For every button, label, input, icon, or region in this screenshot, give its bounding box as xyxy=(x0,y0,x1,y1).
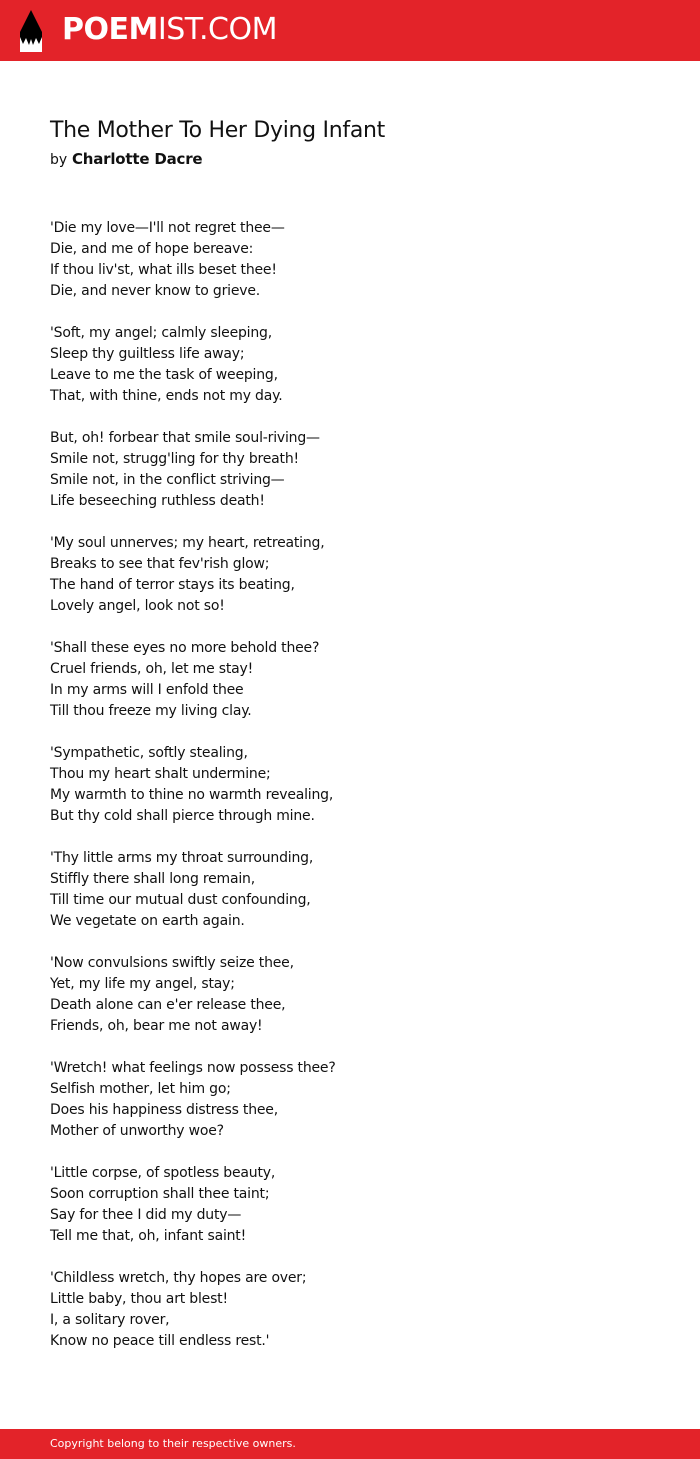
poem-line: Soon corruption shall thee taint; xyxy=(50,1186,270,1202)
poem-line: My warmth to thine no warmth revealing, xyxy=(50,787,334,803)
poem-line: Little baby, thou art blest! xyxy=(50,1291,228,1307)
poem-line: The hand of terror stays its beating, xyxy=(50,577,295,593)
poem-line: I, a solitary rover, xyxy=(50,1312,170,1328)
poem-line: 'Sympathetic, softly stealing, xyxy=(50,745,248,761)
poem-line: Yet, my life my angel, stay; xyxy=(50,976,235,992)
poem-line: Leave to me the task of weeping, xyxy=(50,367,278,383)
poem-byline xyxy=(50,148,202,171)
stanza xyxy=(50,218,650,323)
stanza xyxy=(50,323,650,428)
poem-line: Till thou freeze my living clay. xyxy=(50,703,252,719)
poem-line: Cruel friends, oh, let me stay! xyxy=(50,661,254,677)
stanza xyxy=(50,1163,650,1268)
poem-line: Sleep thy guiltless life away; xyxy=(50,346,245,362)
poem-line: In my arms will I enfold thee xyxy=(50,682,244,698)
poem-line: If thou liv'st, what ills beset thee! xyxy=(50,262,277,278)
poem-line: But thy cold shall pierce through mine. xyxy=(50,808,315,824)
stanza xyxy=(50,953,650,1058)
poem-line: Mother of unworthy woe? xyxy=(50,1123,224,1139)
poem-line: We vegetate on earth again. xyxy=(50,913,245,929)
byline-prefix: by xyxy=(50,152,68,168)
poem-line: Know no peace till endless rest.' xyxy=(50,1333,270,1349)
poem-title: The Mother To Her Dying Infant xyxy=(50,118,385,143)
poem-line: Lovely angel, look not so! xyxy=(50,598,225,614)
poem-line: Die, and me of hope bereave: xyxy=(50,241,254,257)
poem-line: Smile not, strugg'ling for thy breath! xyxy=(50,451,299,467)
poem-line: Life beseeching ruthless death! xyxy=(50,493,265,509)
poem-body xyxy=(50,218,650,1373)
poem-line: Thou my heart shalt undermine; xyxy=(50,766,271,782)
poem-author: Charlotte Dacre xyxy=(71,150,203,168)
stanza xyxy=(50,638,650,743)
poem-line: Die, and never know to grieve. xyxy=(50,283,261,299)
poem-line: Till time our mutual dust confounding, xyxy=(50,892,311,908)
site-footer xyxy=(0,1429,700,1459)
logo-light-text: IST.COM xyxy=(157,12,277,47)
poem-line: 'Soft, my angel; calmly sleeping, xyxy=(50,325,272,341)
poem-line: Stiffly there shall long remain, xyxy=(50,871,255,887)
poem-line: Breaks to see that fev'rish glow; xyxy=(50,556,270,572)
poem-line: Selfish mother, let him go; xyxy=(50,1081,231,1097)
stanza xyxy=(50,743,650,848)
poem-line: 'Wretch! what feelings now possess thee? xyxy=(50,1060,336,1076)
poem-line: Say for thee I did my duty— xyxy=(50,1207,242,1223)
poem-line: 'Now convulsions swiftly seize thee, xyxy=(50,955,294,971)
stanza xyxy=(50,428,650,533)
stanza xyxy=(50,1058,650,1163)
site-header xyxy=(0,0,700,61)
poem-line: 'Die my love—I'll not regret thee— xyxy=(50,220,285,236)
poem-line: 'Shall these eyes no more behold thee? xyxy=(50,640,320,656)
poem-line: Death alone can e'er release thee, xyxy=(50,997,286,1013)
stanza xyxy=(50,1268,650,1373)
poem-line: Tell me that, oh, infant saint! xyxy=(50,1228,247,1244)
copyright-notice: Copyright belong to their respective owners. xyxy=(50,1437,296,1450)
poem-line: 'Thy little arms my throat surrounding, xyxy=(50,850,314,866)
poem-line: Smile not, in the conflict striving— xyxy=(50,472,285,488)
stanza xyxy=(50,533,650,638)
stanza xyxy=(50,848,650,953)
poem-line: Friends, oh, bear me not away! xyxy=(50,1018,263,1034)
poem-line: But, oh! forbear that smile soul-riving— xyxy=(50,430,320,446)
poem-line: 'Little corpse, of spotless beauty, xyxy=(50,1165,276,1181)
poem-line: 'Childless wretch, thy hopes are over; xyxy=(50,1270,307,1286)
site-logo[interactable] xyxy=(62,12,277,48)
logo-bold-text: POEM xyxy=(62,12,158,47)
pencil-icon[interactable] xyxy=(18,10,44,52)
poem-line: That, with thine, ends not my day. xyxy=(50,388,283,404)
poem-line: Does his happiness distress thee, xyxy=(50,1102,278,1118)
poem-line: 'My soul unnerves; my heart, retreating, xyxy=(50,535,325,551)
